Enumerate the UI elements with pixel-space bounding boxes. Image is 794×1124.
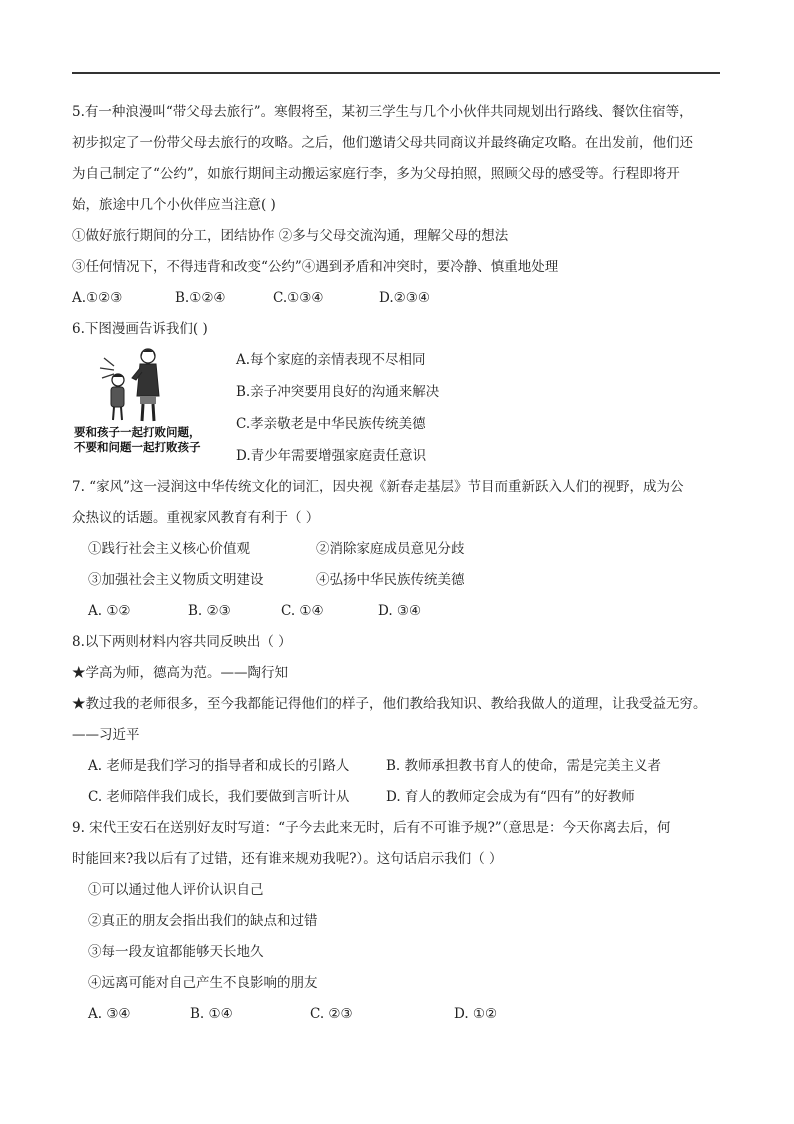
q7-statement-1: ①践行社会主义核心价值观	[88, 541, 250, 557]
speech-lines	[100, 358, 114, 378]
q7-stem-line-2: 众热议的话题。重视家风教育有利于（ ）	[72, 510, 320, 526]
q8-material-source: ——习近平	[72, 727, 140, 743]
q7-statement-3: ③加强社会主义物质文明建设	[88, 572, 264, 588]
q7-option-b[interactable]: B. ②③	[188, 603, 231, 619]
q6-option-b[interactable]: B.亲子冲突要用良好的沟通来解决	[236, 384, 440, 400]
q8-option-c[interactable]: C. 老师陪伴我们成长，我们要做到言听计从	[88, 789, 350, 805]
q5-option-c[interactable]: C.①③④	[273, 290, 324, 306]
q9-statement-1: ①可以通过他人评价认识自己	[88, 882, 264, 898]
q8-option-a[interactable]: A. 老师是我们学习的指导者和成长的引路人	[88, 758, 350, 774]
q5-stem-line-3: 为自己制定了“公约”，如旅行期间主动搬运家庭行李，多为父母拍照，照顾父母的感受等。行程即将开	[72, 166, 680, 182]
q8-material-1: ★学高为师，德高为范。——陶行知	[72, 665, 288, 681]
q9-option-c[interactable]: C. ②③	[310, 1006, 353, 1022]
comic-illustration	[74, 344, 224, 424]
q5-statement-1: ①做好旅行期间的分工，团结协作 ②多与父母交流沟通，理解父母的想法	[72, 228, 509, 244]
q9-option-b[interactable]: B. ①④	[190, 1006, 233, 1022]
q8-option-d[interactable]: D. 育人的教师定会成为有“四有”的好教师	[386, 789, 635, 805]
parent-figure	[132, 349, 159, 421]
q7-option-d[interactable]: D. ③④	[378, 603, 422, 619]
q7-statement-2: ②消除家庭成员意见分歧	[316, 541, 465, 557]
q7-option-a[interactable]: A. ①②	[88, 603, 131, 619]
q7-stem-line-1: 7. “家风”这一浸润这中华传统文化的词汇，因央视《新春走基层》节目而重新跃入人们的视野，成为公	[72, 479, 684, 495]
q6-option-d[interactable]: D.青少年需要增强家庭责任意识	[236, 448, 427, 464]
header-rule	[72, 72, 720, 74]
q7-statement-4: ④弘扬中华民族传统美德	[316, 572, 465, 588]
q5-option-b[interactable]: B.①②④	[175, 290, 226, 306]
q9-option-a[interactable]: A. ③④	[88, 1006, 131, 1022]
q9-option-d[interactable]: D. ①②	[454, 1006, 498, 1022]
q9-statement-3: ③每一段友谊都能够天长地久	[88, 944, 264, 960]
q5-stem-line-2: 初步拟定了一份带父母去旅行的攻略。之后，他们邀请父母共同商议并最终确定攻略。在出发前，他们还	[72, 135, 693, 151]
q8-stem: 8.以下两则材料内容共同反映出（ ）	[72, 634, 292, 650]
q5-stem-line-4: 始，旅途中几个小伙伴应当注意( )	[72, 197, 276, 213]
q6-option-c[interactable]: C.孝亲敬老是中华民族传统美德	[236, 416, 426, 432]
q5-option-a[interactable]: A.①②③	[72, 290, 123, 306]
q8-option-b[interactable]: B. 教师承担教书育人的使命，需是完美主义者	[386, 758, 662, 774]
q6-stem: 6.下图漫画告诉我们( )	[72, 321, 208, 337]
q9-statement-4: ④远离可能对自己产生不良影响的朋友	[88, 975, 318, 991]
comic-caption-line-1: 要和孩子一起打败问题，	[74, 425, 201, 439]
child-figure	[111, 374, 124, 421]
q8-material-2: ★教过我的老师很多，至今我都能记得他们的样子，他们教给我知识、教给我做人的道理，让我受益无穷。	[72, 696, 707, 712]
q6-option-a[interactable]: A.每个家庭的亲情表现不尽相同	[236, 352, 426, 368]
q7-option-c[interactable]: C. ①④	[281, 603, 324, 619]
q9-stem-line-2: 时能回来?我以后有了过错，还有谁来规劝我呢?）。这句话启示我们（ ）	[72, 851, 503, 867]
q5-statement-2: ③任何情况下，不得违背和改变“公约”④遇到矛盾和冲突时，要冷静、慎重地处理	[72, 259, 559, 275]
q5-stem-line-1: 5.有一种浪漫叫“带父母去旅行”。寒假将至，某初三学生与几个小伙伴共同规划出行路线、餐饮住宿等，	[72, 104, 693, 120]
q9-stem-line-1: 9. 宋代王安石在送别好友时写道：“子今去此来无时，后有不可谁予规?”（意思是：今天你离去后，何	[72, 820, 671, 836]
q9-statement-2: ②真正的朋友会指出我们的缺点和过错	[88, 913, 318, 929]
q6-comic-image	[74, 344, 224, 457]
q5-option-d[interactable]: D.②③④	[379, 290, 430, 306]
comic-caption-line-2: 不要和问题一起打败孩子	[74, 440, 201, 454]
